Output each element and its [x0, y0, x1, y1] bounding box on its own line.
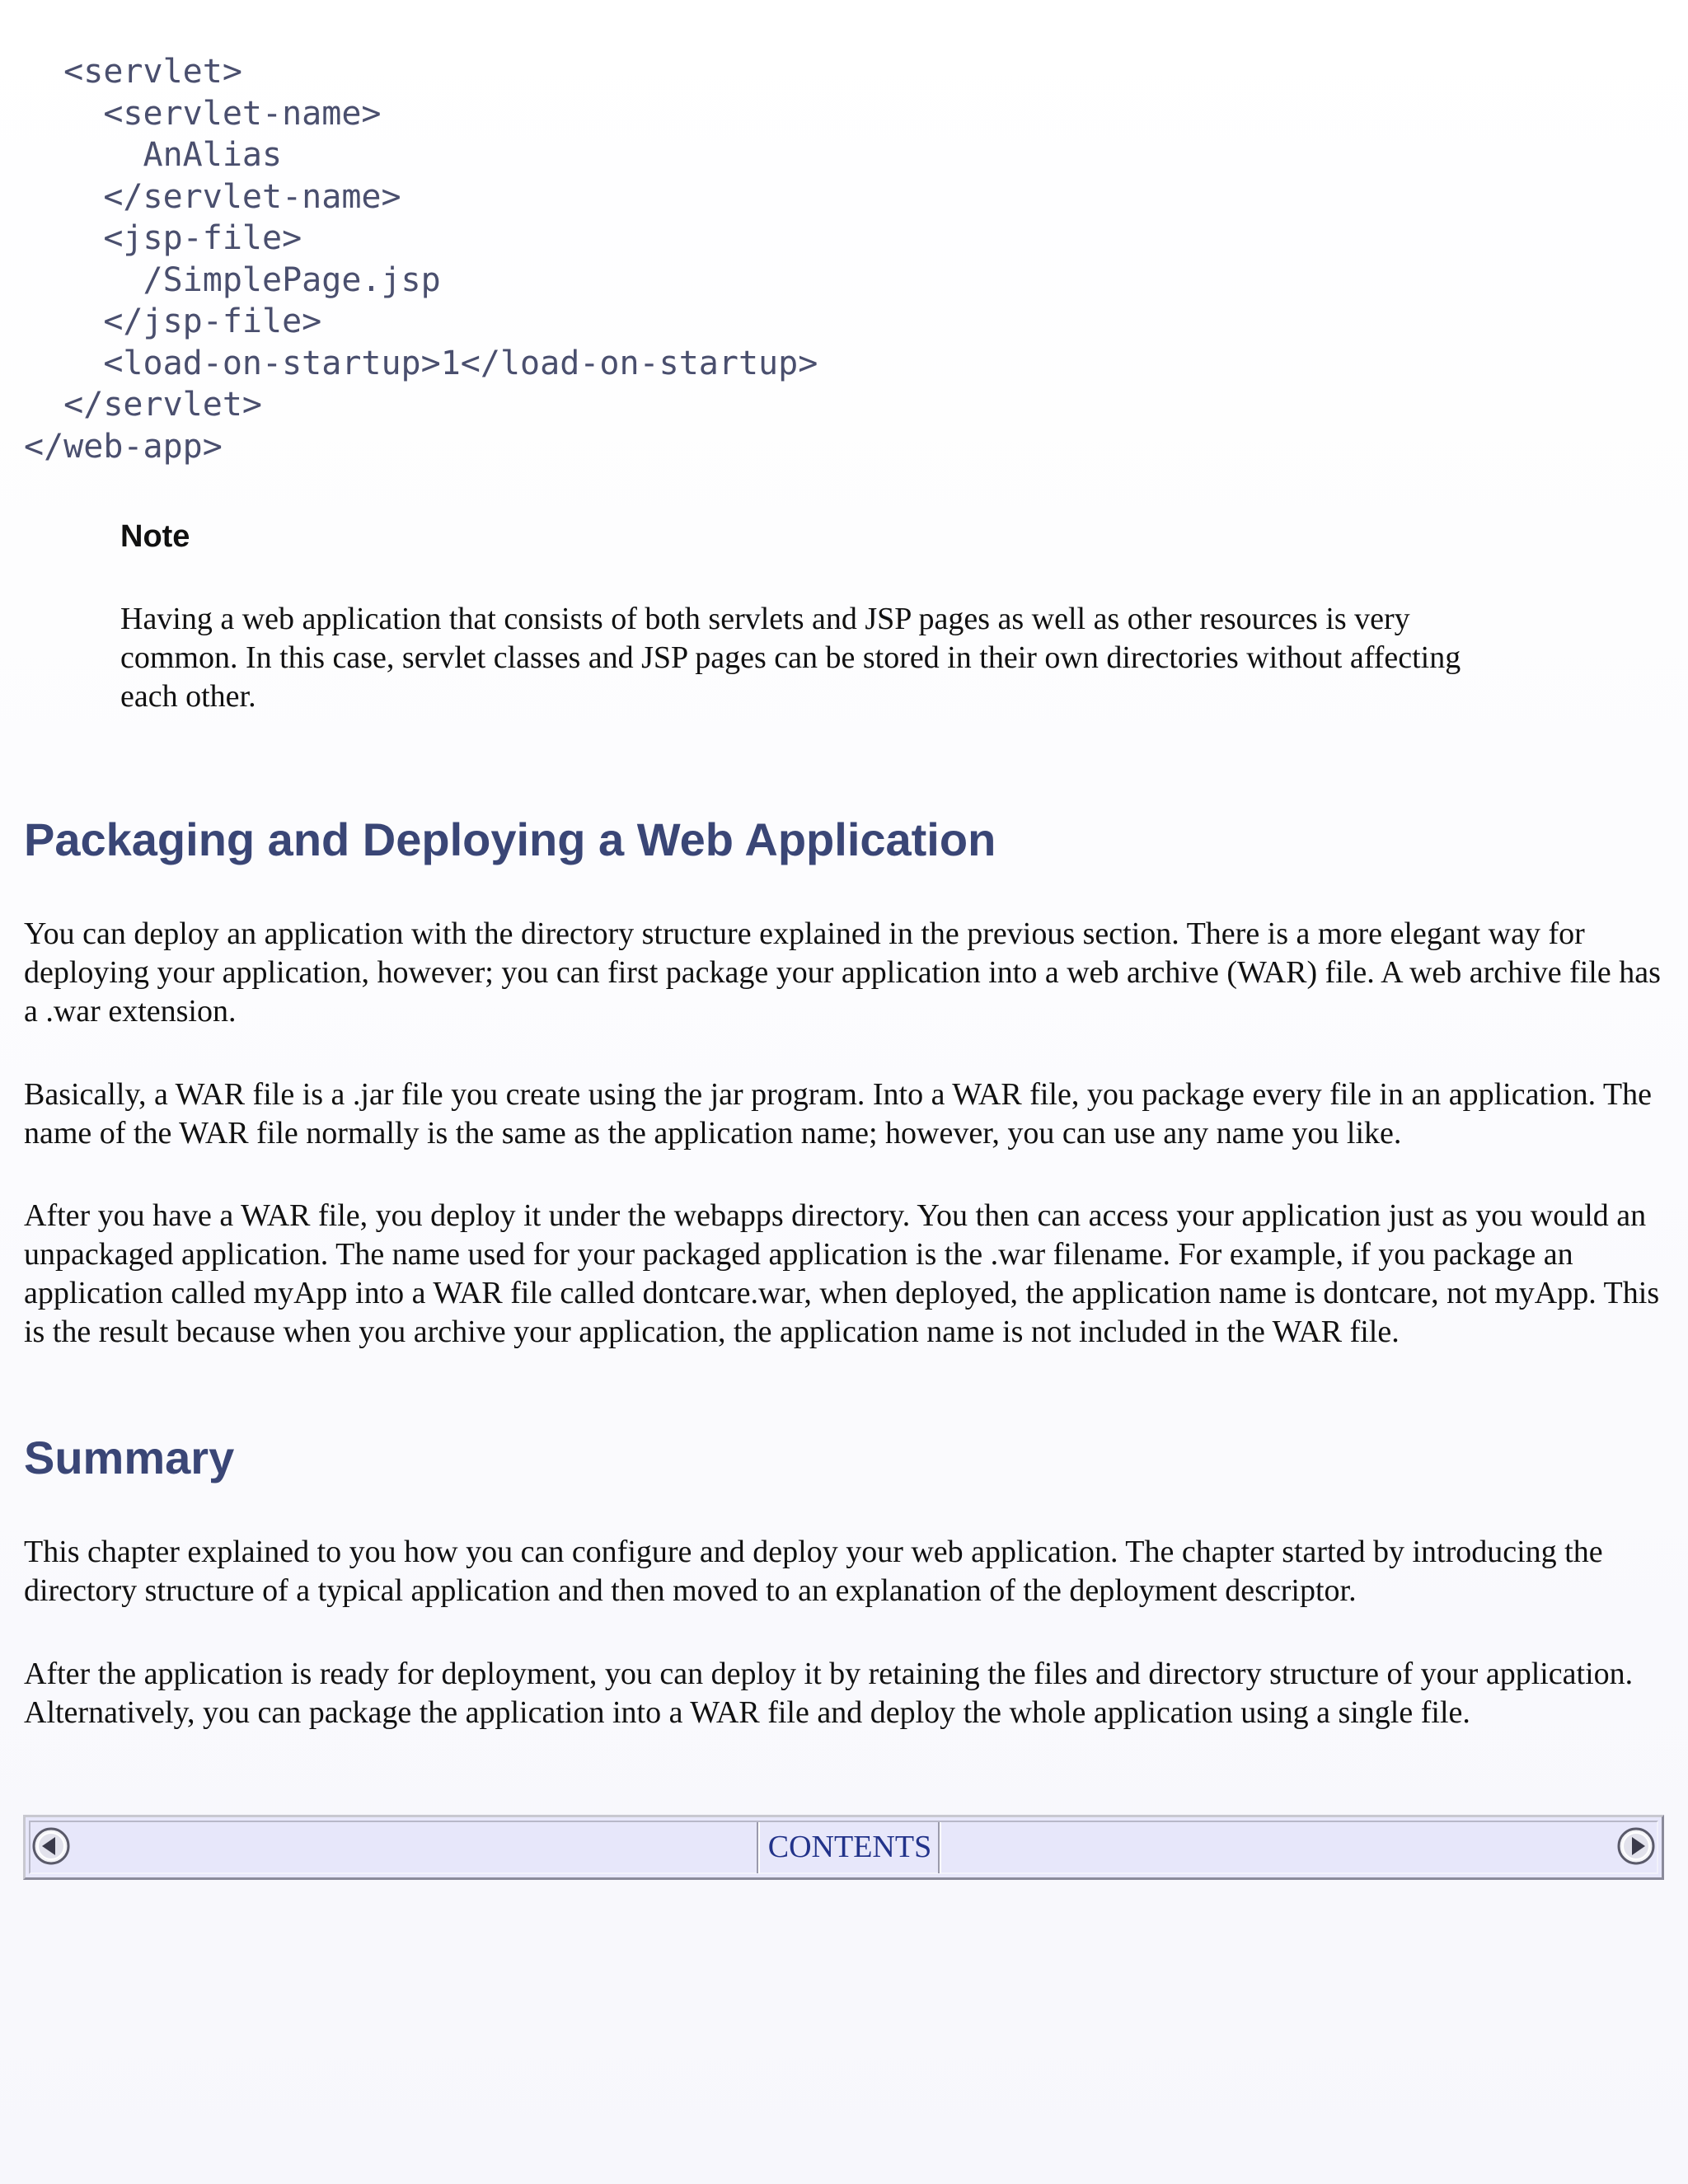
- code-line: /SimplePage.jsp: [24, 260, 441, 299]
- code-line: AnAlias: [24, 136, 283, 174]
- note-body: Having a web application that consists of both servlets and JSP pages as well as other resources is very common. In this case, servlet classes and JSP pages can be stored in their own directories without affecting each other.: [120, 602, 1461, 714]
- code-listing: [24, 51, 818, 467]
- paragraph: You can deploy an application with the directory structure explained in the previous section. There is a more elegant way for deploying your application, however; you can first package your application into a web archive (WAR) file. A web archive file has a .war extension.: [24, 916, 1661, 1029]
- note-title: Note: [120, 519, 190, 554]
- section-heading-summary: Summary: [24, 1432, 235, 1483]
- right-arrow-icon: [1615, 1825, 1657, 1867]
- left-arrow-icon: [30, 1825, 72, 1867]
- nav-divider: [757, 1822, 760, 1873]
- code-line: </jsp-file>: [24, 302, 322, 340]
- paragraph: After the application is ready for deployment, you can deploy it by retaining the files and directory structure of your application. Alternatively, you can package the application into a WAR file and deploy the whole application using a single file.: [24, 1657, 1634, 1730]
- code-line: <load-on-startup>1</load-on-startup>: [24, 344, 818, 382]
- code-line: </servlet-name>: [24, 177, 401, 216]
- contents-link[interactable]: CONTENTS: [767, 1830, 932, 1864]
- code-line: </web-app>: [24, 427, 223, 466]
- paragraph: This chapter explained to you how you can configure and deploy your web application. The chapter started by introducing the directory structure of a typical application and then moved to an explanation of the deployment descriptor.: [24, 1535, 1603, 1608]
- code-line: <servlet-name>: [24, 94, 382, 133]
- paragraph: Basically, a WAR file is a .jar file you create using the jar program. Into a WAR file, you package every file in an application. The name of the WAR file normally is the same as the application name; however, you can use any name you like.: [24, 1077, 1652, 1151]
- section-heading-packaging: Packaging and Deploying a Web Application: [24, 813, 996, 865]
- next-page-button[interactable]: [1615, 1825, 1657, 1867]
- previous-page-button[interactable]: [30, 1825, 72, 1867]
- paragraph: After you have a WAR file, you deploy it under the webapps directory. You then can access your application just as you would an unpackaged application. The name used for your packaged application is the .war filename. For example, if you package an application called myApp into a WAR file called dontcare.war, when deployed, the application name is dontcare, not myApp. This is the result because when you archive your application, the application name is not included in the WAR file.: [24, 1198, 1660, 1349]
- code-line: </servlet>: [24, 386, 262, 424]
- nav-divider: [938, 1822, 941, 1873]
- code-line: <jsp-file>: [24, 219, 302, 257]
- code-line: <servlet>: [24, 53, 242, 91]
- navigation-bar: [23, 1815, 1664, 1880]
